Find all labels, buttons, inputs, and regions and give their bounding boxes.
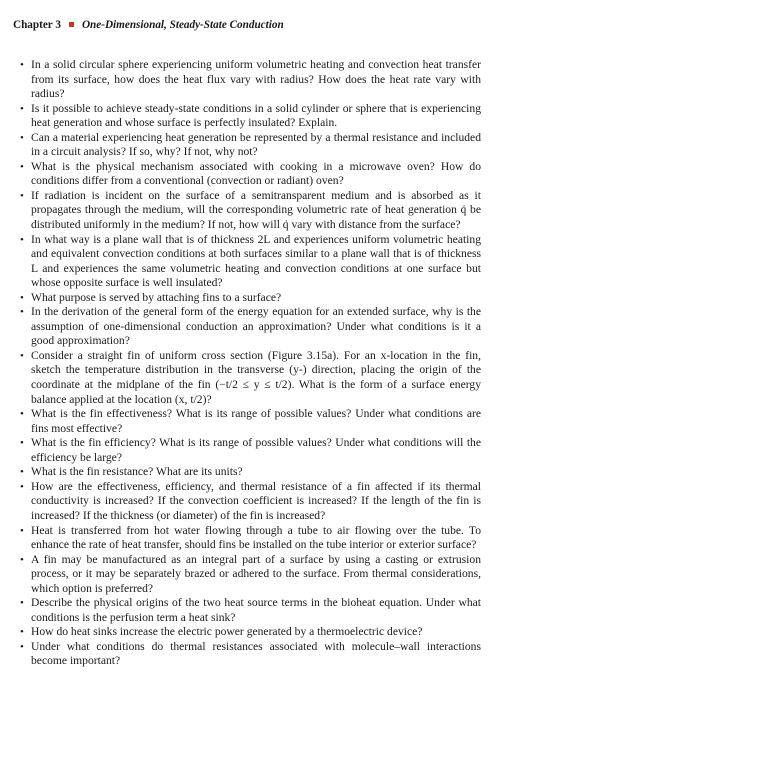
question-text: What is the fin resistance? What are its units? <box>31 465 243 479</box>
question-text: How do heat sinks increase the electric power generated by a thermoelectric device? <box>31 625 423 639</box>
question-text: What is the fin efficiency? What is its range of possible values? Under what conditions will the efficiency be large? <box>31 436 481 464</box>
question-text: Heat is transferred from hot water flowing through a tube to air flowing over the tube. To enhance the rate of heat transfer, should fins be installed on the tube interior or exterior surface? <box>31 523 481 552</box>
question-text: Describe the physical origins of the two heat source terms in the bioheat equation. Under what conditions is the perfusion term a heat sink? <box>31 596 481 624</box>
bullet-icon: • <box>20 626 24 639</box>
question-text: How are the effectiveness, efficiency, and thermal resistance of a fin affected if its thermal conductivity is increased? If the convection coefficient is increased? If the length of the fin is increased? If the thickness (or diameter) of the fin is increased? <box>31 479 481 522</box>
question-item <box>21 58 481 102</box>
bullet-icon: • <box>20 160 24 173</box>
bullet-icon: • <box>20 408 24 421</box>
question-text: Can a material experiencing heat generation be represented by a thermal resistance and included in a circuit analysis? If so, why? If not, why not? <box>31 130 481 159</box>
bullet-icon: • <box>20 597 24 610</box>
question-item <box>21 131 481 160</box>
bullet-icon: • <box>20 306 24 319</box>
question-text: What is the fin effectiveness? What is its range of possible values? Under what conditions are fins most effective? <box>31 407 481 435</box>
question-item <box>21 407 481 436</box>
chapter-label: Chapter 3 <box>13 19 61 31</box>
bullet-icon: • <box>20 349 24 362</box>
bullet-icon: • <box>20 233 24 246</box>
bullet-icon: • <box>20 640 24 653</box>
bullet-icon: • <box>20 466 24 479</box>
question-text: Under what conditions do thermal resistances associated with molecule–wall interactions become important? <box>31 639 481 668</box>
question-text: In the derivation of the general form of the energy equation for an extended surface, why is the assumption of one-dimensional conduction an approximation? Under what conditions is it a good approximation? <box>31 305 481 348</box>
question-item <box>21 305 481 349</box>
question-text: Consider a straight fin of uniform cross section (Figure 3.15a). For an x-location in the fin, sketch the temperature distribution in the transverse (y-) direction, placing the origin of the coordinate at the midplane of the fin (−t/2 ≤ y ≤ t/2). What is the form of a surface energy balance applied at the location (x, t/2)? <box>31 348 481 406</box>
question-item <box>21 233 481 291</box>
question-item <box>21 189 481 233</box>
question-text: If radiation is incident on the surface of a semitransparent medium and is absorbed as it propagates through the medium, will the corresponding volumetric rate of heat generation q̇ be distributed uniformly in the medium? If not, how will q̇ vary with distance from the surface? <box>31 188 481 232</box>
separator-square-icon <box>69 22 74 27</box>
question-item <box>21 524 481 553</box>
question-item <box>21 596 481 625</box>
question-item <box>21 102 481 131</box>
question-list <box>21 58 481 669</box>
question-text: What is the physical mechanism associated with cooking in a microwave oven? How do conditions differ from a conventional (convection or radiant) oven? <box>31 159 481 188</box>
question-item <box>21 480 481 524</box>
question-text: Is it possible to achieve steady-state conditions in a solid cylinder or sphere that is experiencing heat generation and whose surface is perfectly insulated? Explain. <box>31 101 481 130</box>
question-text: What purpose is served by attaching fins to a surface? <box>31 290 282 304</box>
bullet-icon: • <box>20 437 24 450</box>
bullet-icon: • <box>20 524 24 537</box>
question-item <box>21 553 481 597</box>
question-item <box>21 465 481 480</box>
running-header <box>13 19 284 31</box>
question-item <box>21 436 481 465</box>
question-item <box>21 160 481 189</box>
question-item <box>21 640 481 669</box>
bullet-icon: • <box>20 102 24 115</box>
bullet-icon: • <box>20 553 24 566</box>
question-text: In what way is a plane wall that is of thickness 2L and experiences uniform volumetric heating and equivalent convection conditions at both surfaces similar to a plane wall that is of thickness L and experiences the same volumetric heating and convection conditions at one surface but whose opposite surface is well insulated? <box>31 232 481 290</box>
question-item <box>21 349 481 407</box>
bullet-icon: • <box>20 480 24 493</box>
bullet-icon: • <box>20 59 24 71</box>
bullet-icon: • <box>20 131 24 144</box>
bullet-icon: • <box>20 189 24 202</box>
question-item <box>21 291 481 306</box>
question-item <box>21 625 481 640</box>
question-text: In a solid circular sphere experiencing uniform volumetric heating and convection heat transfer from its surface, how does the heat flux vary with radius? How does the heat rate vary with radius? <box>31 58 481 101</box>
question-text: A fin may be manufactured as an integral part of a surface by using a casting or extrusion process, or it may be separately brazed or adhered to the surface. From thermal considerations, which option is preferred? <box>31 552 481 595</box>
chapter-title: One-Dimensional, Steady-State Conduction <box>81 19 284 31</box>
bullet-icon: • <box>20 291 24 304</box>
